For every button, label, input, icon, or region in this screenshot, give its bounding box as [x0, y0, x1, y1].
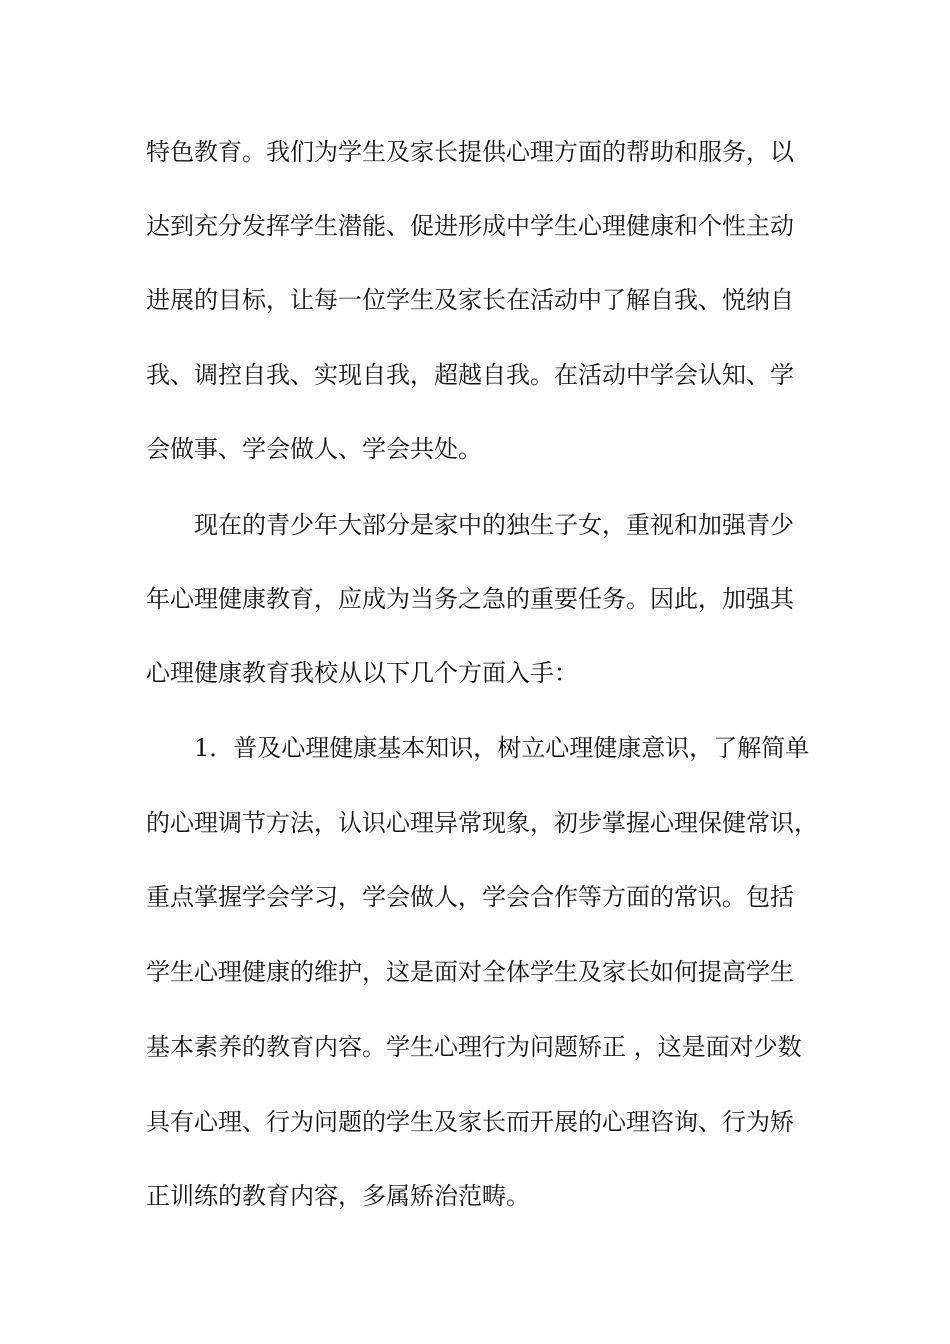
text-line: 现在的青少年大部分是家中的独生子女，重视和加强青少 [194, 511, 794, 539]
text-line: 正训练的教育内容，多属矫治范畴。 [146, 1182, 530, 1210]
text-line: 学生心理健康的维护，这是面对全体学生及家长如何提高学生 [146, 958, 794, 986]
text-line: 1．普及心理健康基本知识，树立心理健康意识，了解简单 [194, 734, 810, 762]
text-line: 重点掌握学会学习，学会做人，学会合作等方面的常识。包括 [146, 883, 794, 911]
text-line: 的心理调节方法，认识心理异常现象，初步掌握心理保健常识， [146, 809, 818, 837]
text-line: 心理健康教育我校从以下几个方面入手： [146, 659, 578, 687]
text-line: 特色教育。我们为学生及家长提供心理方面的帮助和服务，以 [146, 138, 794, 166]
text-line: 会做事、学会做人、学会共处。 [146, 435, 482, 463]
text-line: 进展的目标，让每一位学生及家长在活动中了解自我、悦纳自 [146, 286, 794, 314]
text-line: 具有心理、行为问题的学生及家长而开展的心理咨询、行为矫 [146, 1108, 794, 1136]
text-line: 达到充分发挥学生潜能、促进形成中学生心理健康和个性主动 [146, 212, 794, 240]
text-line: 基本素养的教育内容。学生心理行为问题矫正 ，这是面对少数 [146, 1033, 802, 1061]
text-line: 年心理健康教育，应成为当务之急的重要任务。因此，加强其 [146, 585, 794, 613]
text-line: 我、调控自我、实现自我，超越自我。在活动中学会认知、学 [146, 361, 794, 389]
